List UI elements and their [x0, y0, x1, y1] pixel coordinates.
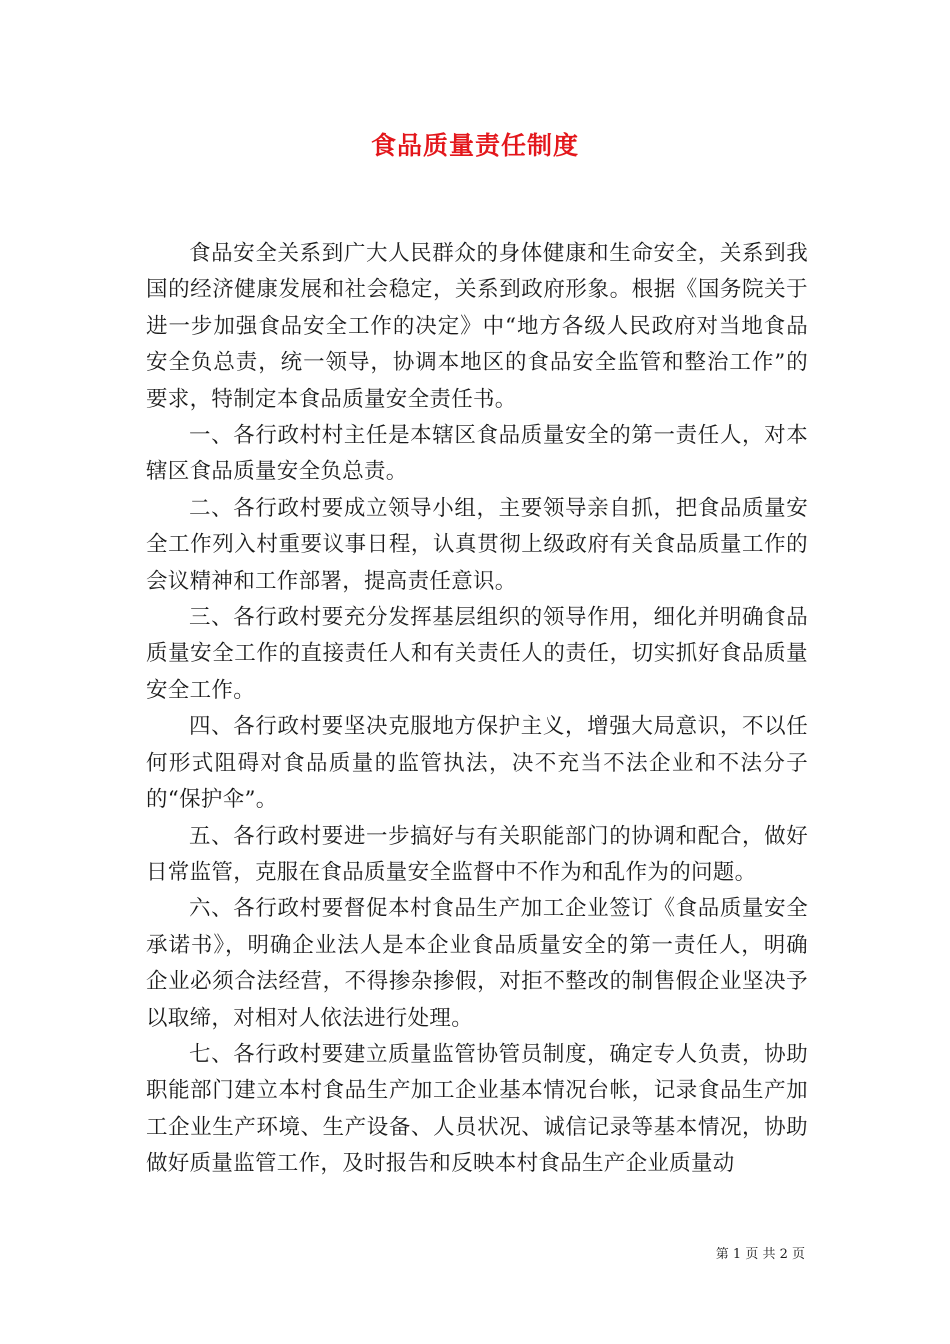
paragraph-intro: 食品安全关系到广大人民群众的身体健康和生命安全，关系到我国的经济健康发展和社会稳定，关系到政府形象。根据《国务院关于进一步加强食品安全工作的决定》中“地方各级人民政府对当地食品安全负总责，统一领导，协调本地区的食品安全监管和整治工作”的要求，特制定本食品质量安全责任书。 [146, 241, 808, 412]
paragraph-item-5: 五、各行政村要进一步搞好与有关职能部门的协调和配合，做好日常监管，克服在食品质量安全监督中不作为和乱作为的问题。 [146, 823, 808, 885]
paragraph-item-7: 七、各行政村要建立质量监管协管员制度，确定专人负责，协助职能部门建立本村食品生产加工企业基本情况台帐，记录食品生产加工企业生产环境、生产设备、人员状况、诚信记录等基本情况，协助做好质量监管工作，及时报告和反映本村食品生产企业质量动 [146, 1041, 808, 1177]
paragraph-item-3: 三、各行政村要充分发挥基层组织的领导作用，细化并明确食品质量安全工作的直接责任人和有关责任人的责任，切实抓好食品质量安全工作。 [146, 605, 808, 703]
paragraph-item-2: 二、各行政村要成立领导小组，主要领导亲自抓，把食品质量安全工作列入村重要议事日程，认真贯彻上级政府有关食品质量工作的会议精神和工作部署，提高责任意识。 [146, 495, 808, 594]
paragraph-item-4: 四、各行政村要坚决克服地方保护主义，增强大局意识，不以任何形式阻碍对食品质量的监管执法，决不充当不法企业和不法分子的“保护伞”。 [146, 714, 808, 813]
paragraph-item-6: 六、各行政村要督促本村食品生产加工企业签订《食品质量安全承诺书》，明确企业法人是本企业食品质量安全的第一责任人，明确企业必须合法经营，不得掺杂掺假，对拒不整改的制售假企业坚决予以取缔，对相对人依法进行处理。 [146, 896, 808, 1031]
paragraph-item-1: 一、各行政村村主任是本辖区食品质量安全的第一责任人，对本辖区食品质量安全负总责。 [146, 423, 808, 485]
page-number-footer: 第 1 页 共 2 页 [715, 1247, 805, 1262]
document-title: 食品质量责任制度 [370, 131, 579, 160]
document-body [146, 236, 808, 1183]
